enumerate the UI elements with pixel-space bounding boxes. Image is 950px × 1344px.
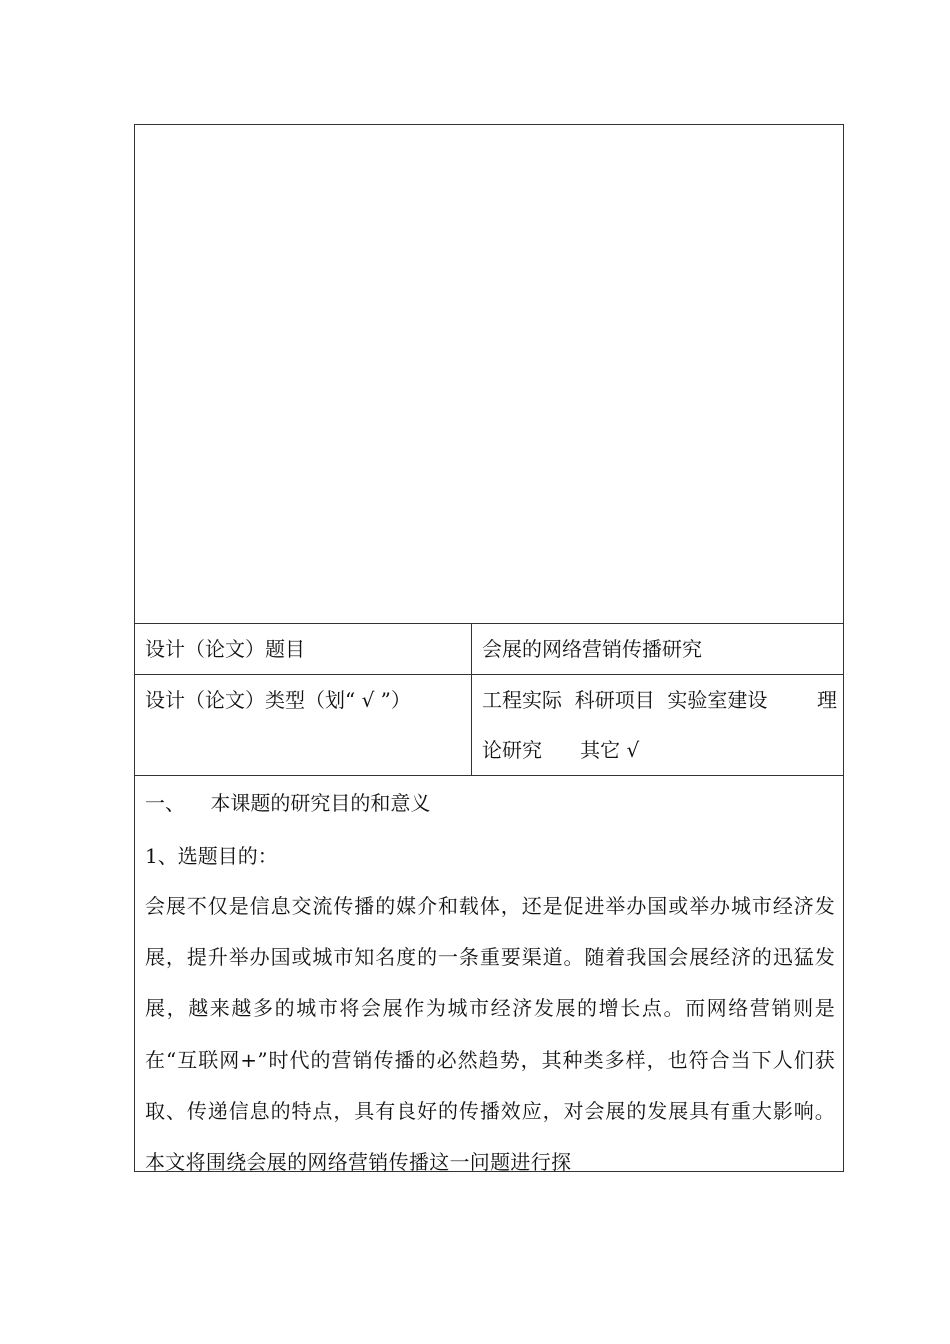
thesis-type-label: 设计（论文）类型（划“ √ ”） [145,688,411,712]
blank-area [135,125,843,624]
thesis-type-options-line2: 论研究 其它 √ [482,738,640,762]
form-table [134,124,844,1175]
thesis-title-label-cell [135,624,472,674]
section-subheading: 1、选题目的： [145,844,278,868]
thesis-type-row [135,675,843,776]
thesis-title-label: 设计（论文）题目 [145,637,305,661]
thesis-type-options-b: 理 [817,688,837,712]
thesis-title-value: 会展的网络营销传播研究 [482,637,702,661]
thesis-type-options-a: 工程实际 科研项目 实验室建设 [482,688,768,712]
thesis-type-options-cell [472,675,843,775]
section-heading: 一、 本课题的研究目的和意义 [145,791,431,815]
thesis-type-options-line1 [482,675,837,725]
thesis-title-row [135,624,843,675]
research-purpose-section [135,776,843,1175]
section-paragraph: 会展不仅是信息交流传播的媒介和载体，还是促进举办国或举办城市经济发展，提升举办国或城市知名度的一条重要渠道。随着我国会展经济的迅猛发展，越来越多的城市将会展作为城市经济发展的增长点。而网络营销则是在“互联网+”时代的营销传播的必然趋势，其种类多样，也符合当下人们获取、传递信息的特点，具有良好的传播效应，对会展的发展具有重大影响。本文将围绕会展的网络营销传播这一问题进行探 [145,894,835,1175]
thesis-title-value-cell [472,624,843,674]
thesis-type-label-cell [135,675,472,775]
